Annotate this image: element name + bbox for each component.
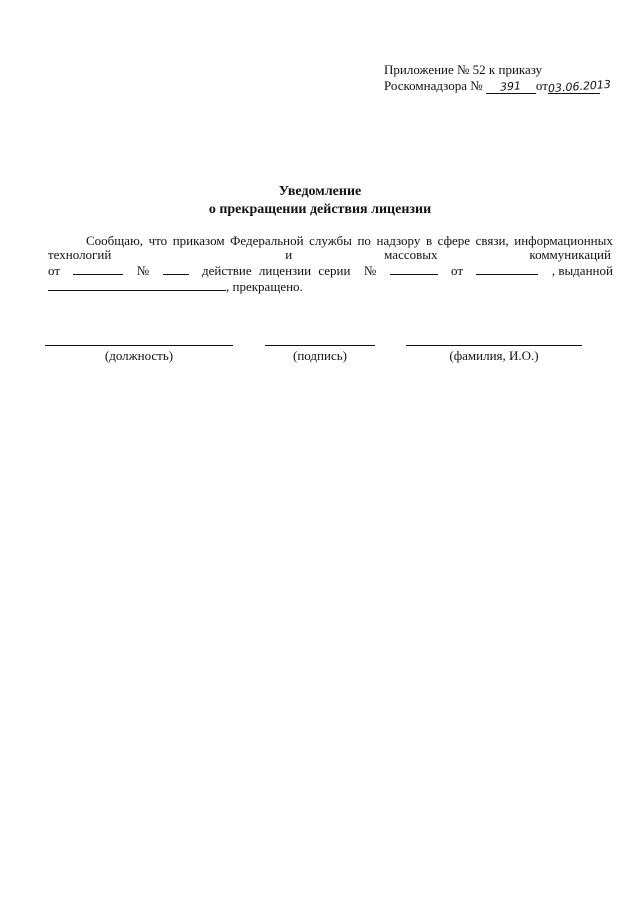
appendix-date-label: от — [535, 78, 548, 93]
word: что — [148, 233, 168, 248]
name-caption: (фамилия, И.О.) — [449, 348, 539, 363]
appendix-line-2 — [384, 77, 612, 96]
word: связи, — [475, 233, 509, 248]
signature-line — [45, 345, 233, 346]
order-date-handwritten: 03.06.2013 — [547, 77, 612, 96]
blank-number — [163, 264, 189, 275]
word: приказом — [172, 233, 225, 248]
signature-name — [406, 345, 582, 364]
body-line-2 — [48, 248, 613, 262]
label-from: от — [48, 263, 61, 278]
body-line-4 — [48, 280, 613, 294]
order-number-handwritten: 391 — [499, 79, 522, 94]
document-title — [0, 183, 640, 219]
word: службы — [309, 233, 352, 248]
signature-position — [45, 345, 233, 364]
blank-license-date — [476, 264, 538, 275]
signature-sign — [265, 345, 375, 364]
label-number: № — [136, 263, 150, 278]
license-text: действие лицензии серии — [201, 263, 351, 278]
notification-body — [48, 234, 613, 294]
word: информационных — [514, 233, 613, 248]
word: в — [425, 233, 433, 248]
appendix-block — [384, 62, 612, 96]
word: коммуникаций — [529, 247, 611, 262]
signature-line — [406, 345, 582, 346]
blank-licensee — [48, 280, 226, 291]
word: технологий — [48, 247, 112, 262]
label-issued: , выданной — [551, 263, 613, 278]
word: массовых — [384, 247, 438, 262]
appendix-line-1: Приложение № 52 к приказу — [384, 62, 543, 77]
position-caption: (должность) — [104, 348, 174, 363]
order-date-field — [547, 77, 612, 96]
title-line-1: Уведомление — [278, 184, 362, 199]
body-line-3 — [48, 264, 613, 278]
word: надзору — [376, 233, 421, 248]
blank-license-number — [390, 264, 438, 275]
word: Федеральной — [230, 233, 304, 248]
label-from-2: от — [451, 263, 464, 278]
terminated-text: , прекращено. — [226, 279, 303, 294]
appendix-order-label: Роскомнадзора № — [384, 78, 483, 93]
signature-line — [265, 345, 375, 346]
word: и — [285, 247, 293, 262]
order-number-field — [486, 80, 536, 94]
blank-date — [73, 264, 123, 275]
label-number-2: № — [363, 263, 377, 278]
signature-caption: (подпись) — [293, 348, 347, 363]
body-line-1 — [48, 234, 613, 248]
word: сфере — [437, 233, 471, 248]
title-line-2: о прекращении действия лицензии — [208, 202, 432, 217]
word: Сообщаю, — [86, 233, 144, 248]
word: по — [357, 233, 371, 248]
